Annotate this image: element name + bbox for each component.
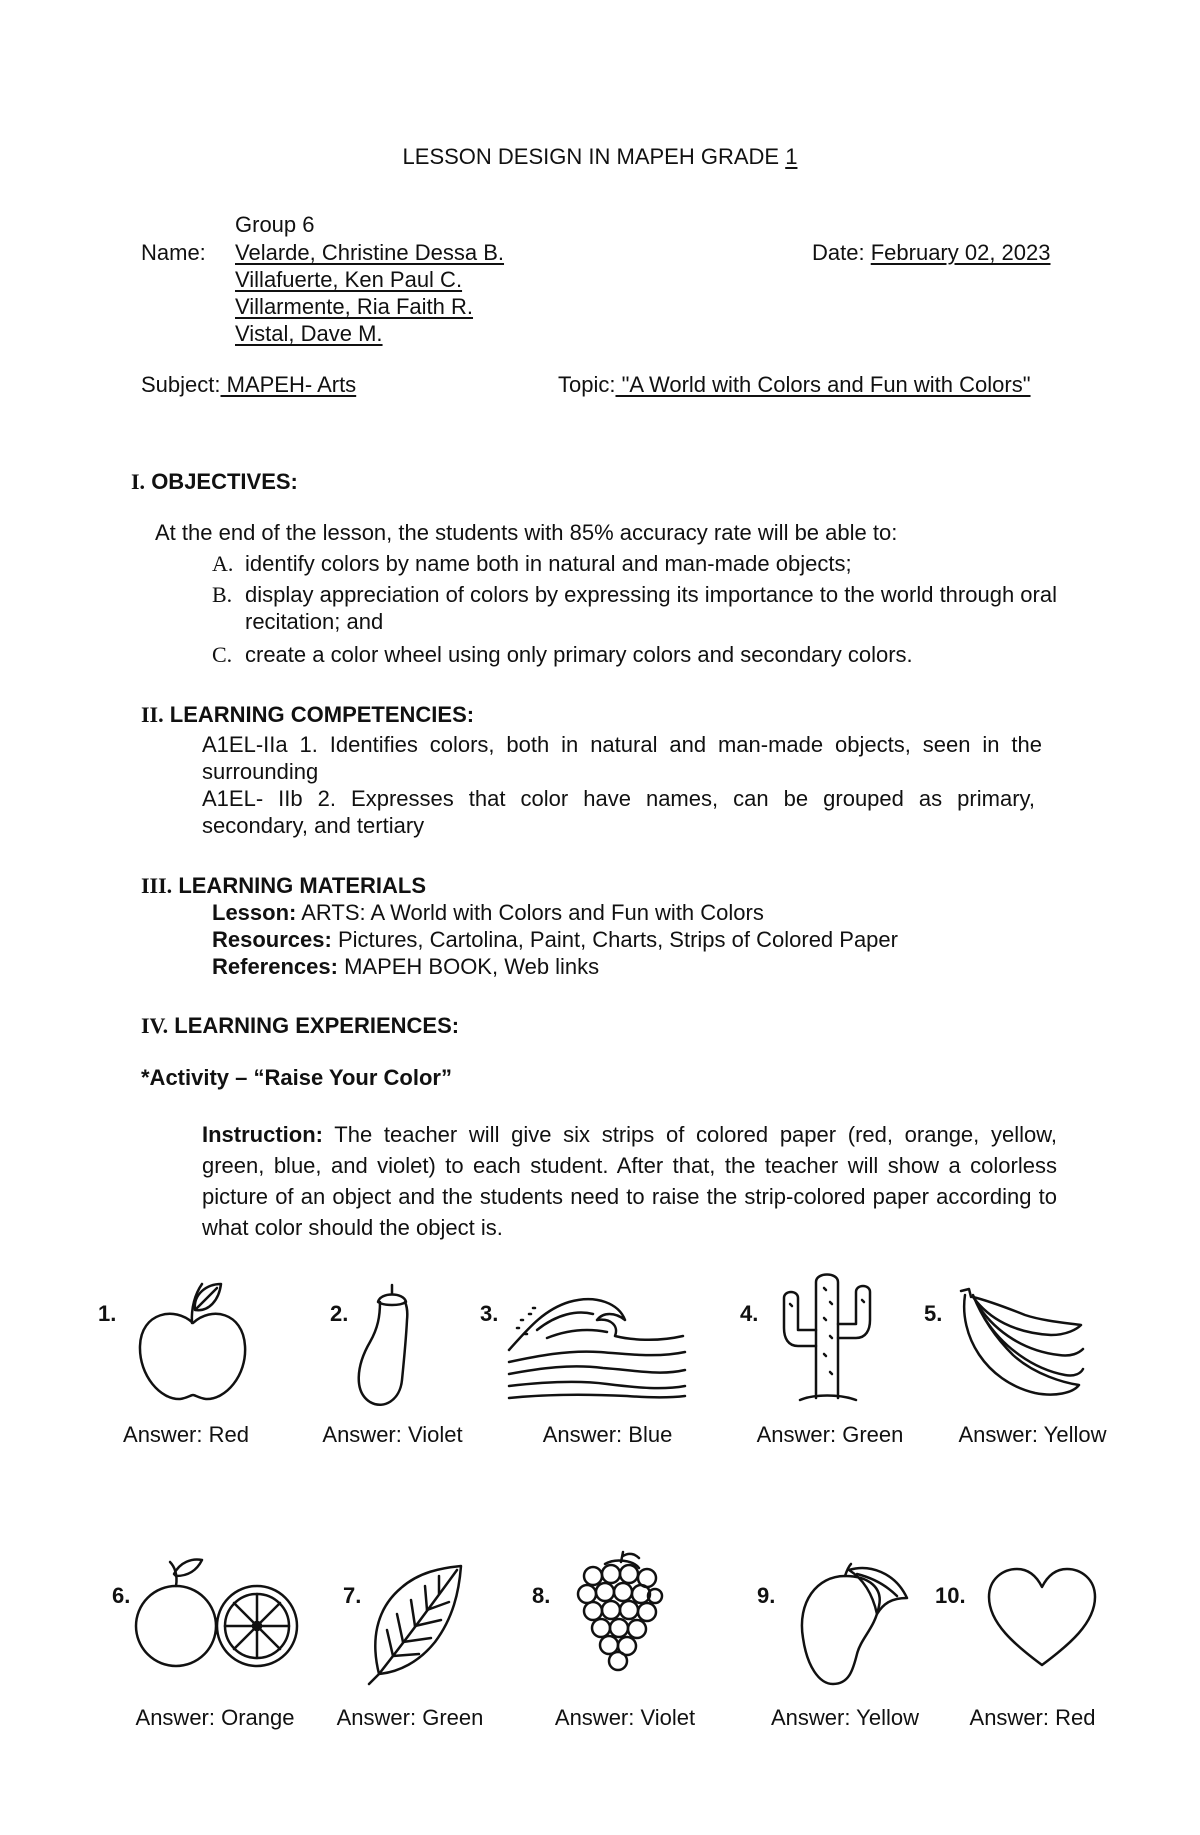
name-label: Name: [141,240,206,265]
leaf-icon [365,1562,465,1687]
answer-6: Answer: Orange [135,1705,295,1730]
objective-a-text: identify colors by name both in natural and man-made objects; [245,551,852,576]
competency-1: A1EL-IIa 1. Identifies colors, both in natural and man-made objects, seen in the surrounding [202,732,1042,784]
materials-references [212,953,599,980]
member-4: Vistal, Dave M. [235,321,383,346]
eggplant-icon [350,1280,420,1410]
experiences-heading-text: LEARNING EXPERIENCES: [174,1013,460,1038]
materials-heading-text: LEARNING MATERIALS [178,873,427,898]
activity-title: *Activity – “Raise Your Color” [141,1065,452,1090]
materials-lesson [212,899,764,926]
materials-numeral: III. [141,873,173,898]
subject-value: MAPEH- Arts [220,372,357,397]
references-label: References: [212,954,338,979]
member-2: Villafuerte, Ken Paul C. [235,267,463,292]
competencies-heading-text: LEARNING COMPETENCIES: [169,702,475,727]
topic-label: Topic: [558,372,616,397]
objectives-heading [131,468,298,495]
competencies-heading [141,701,474,728]
subject-label: Subject: [141,372,221,397]
member-1: Velarde, Christine Dessa B. [235,240,505,265]
materials-resources [212,926,898,953]
answer-10: Answer: Red [969,1705,1096,1730]
item-number-9: 9. [757,1583,776,1608]
group-label: Group 6 [235,212,315,237]
references-value: MAPEH BOOK, Web links [337,954,600,979]
wave-icon [507,1290,687,1400]
item-number-2: 2. [330,1301,349,1326]
objective-letter-a: A. [212,551,234,576]
topic-value: "A World with Colors and Fun with Colors" [615,372,1031,397]
item-number-4: 4. [740,1301,759,1326]
competencies-numeral: II. [141,702,164,727]
answer-2: Answer: Violet [322,1422,463,1447]
answer-8: Answer: Violet [554,1705,696,1730]
subject-field [141,371,356,398]
objectives-heading-text: OBJECTIVES: [151,469,298,494]
date-label: Date: [812,240,865,265]
answer-9: Answer: Yellow [771,1705,919,1730]
objectives-numeral: I. [131,469,146,494]
title-text: LESSON DESIGN IN MAPEH GRADE [402,144,780,169]
item-number-10: 10. [935,1583,966,1608]
item-number-3: 3. [480,1301,499,1326]
answer-1: Answer: Red [123,1422,249,1447]
item-number-5: 5. [924,1301,943,1326]
answer-3: Answer: Blue [542,1422,673,1447]
resources-value: Pictures, Cartolina, Paint, Charts, Strips of Colored Paper [331,927,898,952]
lesson-value: ARTS: A World with Colors and Fun with Colors [296,900,764,925]
item-number-8: 8. [532,1583,551,1608]
grapes-icon [577,1548,662,1673]
objective-letter-c: C. [212,642,233,667]
answer-7: Answer: Green [336,1705,484,1730]
objective-b-text: display appreciation of colors by expressing its importance to the world through oral recitation; and [245,582,1057,634]
answer-5: Answer: Yellow [958,1422,1107,1447]
instruction-label: Instruction: [202,1122,323,1147]
objective-c-text: create a color wheel using only primary colors and secondary colors. [245,642,913,667]
answer-4: Answer: Green [756,1422,904,1447]
apple-icon [135,1278,250,1403]
objective-letter-b: B. [212,582,233,607]
heart-icon [985,1565,1100,1670]
page-title [0,143,1200,170]
grade-value: 1 [785,144,798,169]
lesson-label: Lesson: [212,900,297,925]
member-3: Villarmente, Ria Faith R. [235,294,474,319]
item-number-6: 6. [112,1583,131,1608]
materials-heading [141,872,426,899]
date-field [812,239,1051,266]
objectives-intro: At the end of the lesson, the students with 85% accuracy rate will be able to: [155,520,898,545]
topic-field [558,371,1031,398]
date-value: February 02, 2023 [870,240,1051,265]
mango-icon [795,1562,910,1687]
instruction-paragraph [202,1119,1057,1243]
banana-icon [955,1285,1085,1400]
experiences-numeral: IV. [141,1013,169,1038]
instruction-text: The teacher will give six strips of colored paper (red, orange, yellow, green, blue, and violet) to each student. After that, the teacher will show a colorless picture of an object and the students need to raise the strip-colored paper according to what color should the object is. [202,1122,1057,1240]
cactus-icon [780,1268,875,1408]
item-number-7: 7. [343,1583,362,1608]
competency-2: A1EL- IIb 2. Expresses that color have names, can be grouped as primary, secondary, and tertiary [202,786,1035,838]
resources-label: Resources: [212,927,332,952]
orange-icon [132,1552,302,1672]
item-number-1: 1. [98,1301,117,1326]
experiences-heading [141,1012,459,1039]
